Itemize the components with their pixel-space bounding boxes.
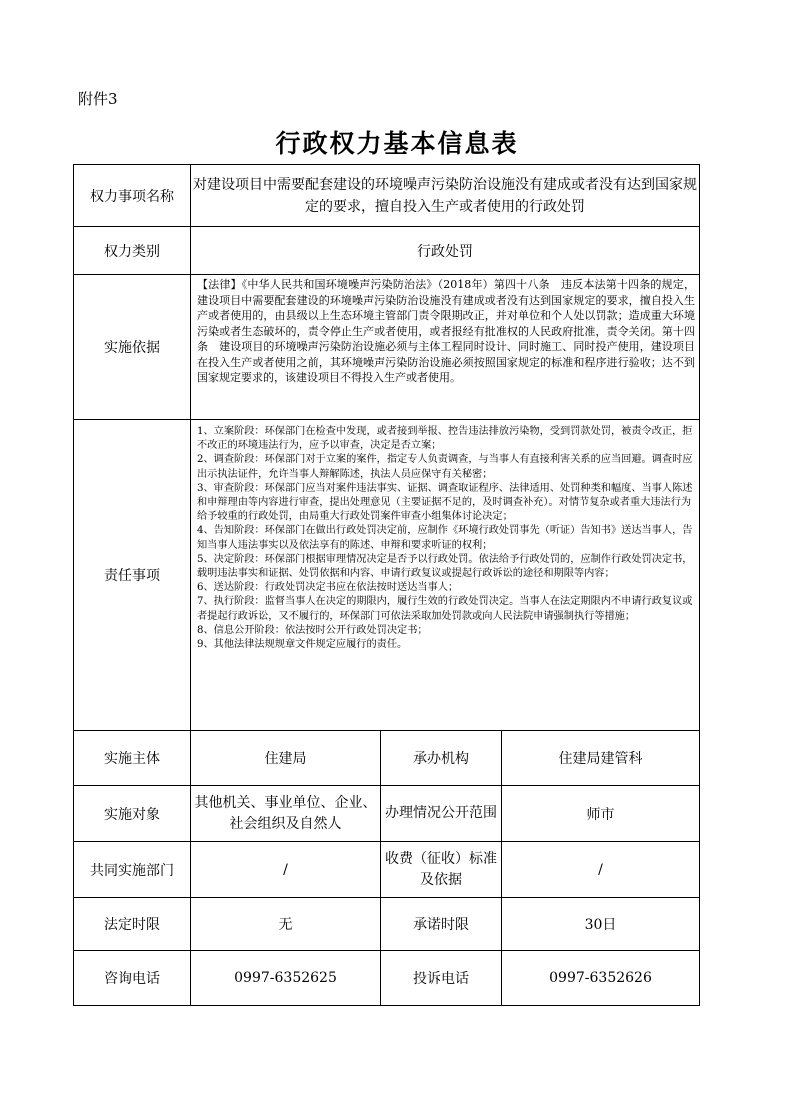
duty-item: 5、决定阶段：环保部门根据审理情况决定是否予以行政处罚。依法给予行政处罚的，应制作行政处罚决定书，载明违法事实和证据、处罚依据和内容、申请行政复议或提起行政诉讼的途径和期限等内容；	[197, 553, 693, 580]
duty-item: 4、告知阶段：环保部门在做出行政处罚决定前，应制作《环境行政处罚事先（听证）告知书》送达当事人，告知当事人违法事实以及依法享有的陈述、申辩和要求听证的权利；	[197, 525, 693, 551]
promised-time-limit-label: 承诺时限	[381, 898, 502, 951]
power-name-label: 权力事项名称	[74, 165, 191, 227]
row-duty	[74, 420, 700, 731]
row-basis	[74, 275, 700, 420]
duty-item: 6、送达阶段：行政处罚决定书应在依法按时送达当事人；	[197, 582, 459, 594]
target-label: 实施对象	[74, 786, 191, 842]
row-phone	[74, 951, 700, 1006]
implementer-label: 实施主体	[74, 731, 191, 786]
attachment-label: 附件3	[78, 90, 118, 108]
row-power-type	[74, 227, 700, 275]
row-joint-dept	[74, 842, 700, 898]
basis-label: 实施依据	[74, 275, 191, 420]
page-title: 行政权力基本信息表	[275, 129, 519, 158]
info-table	[73, 164, 700, 1006]
row-time-limit	[74, 898, 700, 951]
legal-time-limit-value: 无	[191, 898, 381, 951]
duty-list	[191, 420, 700, 731]
implementer-value: 住建局	[191, 731, 381, 786]
basis-cell	[191, 275, 700, 420]
promised-time-limit-value: 30日	[502, 898, 700, 951]
row-target	[74, 786, 700, 842]
handling-agency-label: 承办机构	[381, 731, 502, 786]
fee-standard-label: 收费（征收）标准及依据	[381, 842, 502, 898]
target-value: 其他机关、事业单位、企业、社会组织及自然人	[191, 786, 381, 842]
power-type-label: 权力类别	[74, 227, 191, 275]
legal-time-limit-label: 法定时限	[74, 898, 191, 951]
power-name-value: 对建设项目中需要配套建设的环境噪声污染防治设施没有建成或者没有达到国家规定的要求，擅自投入生产或者使用的行政处罚	[191, 165, 700, 227]
consult-phone-value: 0997-6352625	[191, 951, 381, 1006]
complaint-phone-value: 0997-6352626	[502, 951, 700, 1006]
basis-text: 【法律】《中华人民共和国环境噪声污染防治法》（2018年）第四十八条 违反本法第十四条的规定，建设项目中需要配套建设的环境噪声污染防治设施没有建成或者没有达到国家规定的要求，擅自投入生产或者使用的，由县级以上生态环境主管部门责令限期改正，并对单位和个人处以罚款；造成重大环境污染或者生态破坏的，责令停止生产或者使用，或者报经有批准权的人民政府批准，责令关闭。第十四条 建设项目的环境噪声污染防治设施必须与主体工程同时设计、同时施工、同时投产使用，建设项目在投入生产或者使用之前，其环境噪声污染防治设施必须按照国家规定的标准和程序进行验收；达不到国家规定要求的，该建设项目不得投入生产或者使用。	[197, 278, 695, 384]
power-type-value: 行政处罚	[191, 227, 700, 275]
joint-dept-label: 共同实施部门	[74, 842, 191, 898]
duty-item: 3、审查阶段：环保部门应当对案件违法事实、证据、调查取证程序、法律适用、处罚种类和幅度、当事人陈述和申辩理由等内容进行审查，提出处理意见（主要证据不足的，及时调查补充）。对情节复杂或者重大违法行为给予较重的行政处罚，由局重大行政处罚案件审查小组集体讨论决定；	[197, 482, 693, 523]
duty-item: 1、立案阶段：环保部门在检查中发现，或者接到举报、控告违法排放污染物，受到罚款处罚，被责令改正，拒不改正的环境违法行为，应予以审查，决定是否立案；	[197, 426, 693, 452]
duty-item: 2、调查阶段：环保部门对于立案的案件，指定专人负责调查，与当事人有直接利害关系的应当回避。调查时应出示执法证件，允许当事人辩解陈述，执法人员应保守有关秘密；	[197, 454, 693, 480]
duty-item: 7、执行阶段：监督当事人在决定的期限内，履行生效的行政处罚决定。当事人在法定期限内不申请行政复议或者提起行政诉讼，又不履行的，环保部门可依法采取加处罚款或向人民法院申请强制执行等措施；	[197, 596, 693, 622]
fee-standard-value: /	[502, 842, 700, 898]
disclosure-scope-value: 师市	[502, 786, 700, 842]
row-implementer	[74, 731, 700, 786]
duty-label: 责任事项	[74, 420, 191, 731]
consult-phone-label: 咨询电话	[74, 951, 191, 1006]
joint-dept-value: /	[191, 842, 381, 898]
duty-item: 8、信息公开阶段：依法按时公开行政处罚决定书；	[197, 624, 428, 636]
disclosure-scope-label: 办理情况公开范围	[381, 786, 502, 842]
duty-item: 9、其他法律法规规章文件规定应履行的责任。	[197, 639, 408, 651]
row-power-name	[74, 165, 700, 227]
complaint-phone-label: 投诉电话	[381, 951, 502, 1006]
handling-agency-value: 住建局建管科	[502, 731, 700, 786]
